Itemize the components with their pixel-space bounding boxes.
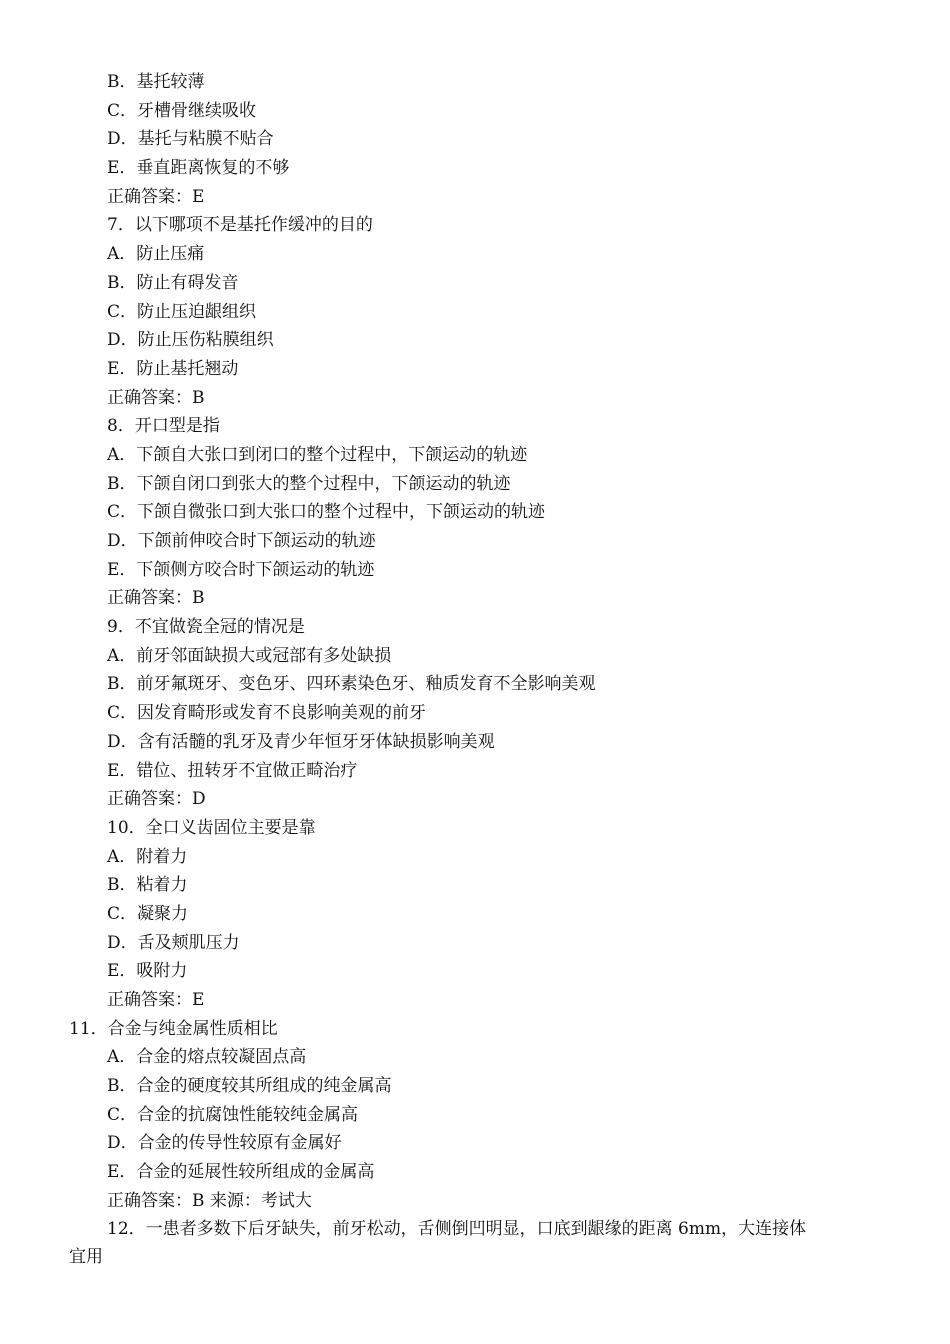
text-line: E．防止基托翘动: [107, 358, 239, 379]
text-line: E．垂直距离恢复的不够: [107, 158, 290, 179]
text-line: 正确答案：B 来源：考试大: [107, 1190, 312, 1211]
text-line: D．合金的传导性较原有金属好: [107, 1133, 342, 1154]
text-line: C．凝聚力: [107, 903, 189, 924]
text-line: E．吸附力: [107, 961, 188, 982]
text-line: B．防止有碍发音: [107, 272, 239, 293]
question-lines: [0, 68, 950, 1216]
text-line: 正确答案：B: [107, 588, 205, 609]
text-line: C．防止压迫龈组织: [107, 301, 257, 322]
text-line: E．下颌侧方咬合时下颌运动的轨迹: [107, 559, 375, 580]
text-line: E．错位、扭转牙不宜做正畸治疗: [107, 760, 358, 781]
text-line: A．前牙邻面缺损大或冠部有多处缺损: [107, 645, 392, 666]
text-line: 8．开口型是指: [107, 416, 220, 437]
question-12-line-1: 12．一患者多数下后牙缺失，前牙松动，舌侧倒凹明显，口底到龈缘的距离 6mm，大连接体: [107, 1219, 807, 1239]
question-12-line-2: 宜用: [69, 1247, 103, 1267]
text-line: D．舌及颊肌压力: [107, 932, 240, 953]
text-line: 正确答案：E: [107, 990, 205, 1010]
text-line: D．防止压伤粘膜组织: [107, 330, 274, 351]
text-line: 11．合金与纯金属性质相比: [69, 1018, 278, 1039]
text-line: 正确答案：E: [107, 186, 205, 207]
text-line: B．粘着力: [107, 875, 188, 896]
text-line: C．牙槽骨继续吸收: [107, 100, 257, 121]
text-line: 正确答案：B: [107, 387, 205, 408]
text-line: A．附着力: [107, 846, 188, 867]
text-line: E．合金的延展性较所组成的金属高: [107, 1162, 375, 1183]
text-line: A．合金的熔点较凝固点高: [107, 1047, 307, 1068]
text-line: B．下颌自闭口到张大的整个过程中，下颌运动的轨迹: [107, 473, 511, 494]
text-line: 7．以下哪项不是基托作缓冲的目的: [107, 215, 373, 236]
text-line: 10．全口义齿固位主要是靠: [107, 817, 316, 838]
text-line: C．因发育畸形或发育不良影响美观的前牙: [107, 703, 427, 724]
text-line: C．下颌自微张口到大张口的整个过程中，下颌运动的轨迹: [107, 502, 546, 523]
text-line: D．下颌前伸咬合时下颌运动的轨迹: [107, 531, 376, 551]
text-line: A．下颌自大张口到闭口的整个过程中，下颌运动的轨迹: [107, 444, 528, 465]
text-line: B．前牙氟斑牙、变色牙、四环素染色牙、釉质发育不全影响美观: [107, 674, 596, 695]
text-line: B．基托较薄: [107, 72, 205, 92]
text-line: D．基托与粘膜不贴合: [107, 129, 274, 150]
text-line: D．含有活髓的乳牙及青少年恒牙牙体缺损影响美观: [107, 731, 495, 752]
text-line: A．防止压痛: [107, 244, 205, 265]
text-line: B．合金的硬度较其所组成的纯金属高: [107, 1076, 392, 1097]
text-line: 9．不宜做瓷全冠的情况是: [107, 617, 305, 638]
text-line: 正确答案：D: [107, 789, 206, 810]
text-line: C．合金的抗腐蚀性能较纯金属高: [107, 1104, 359, 1125]
